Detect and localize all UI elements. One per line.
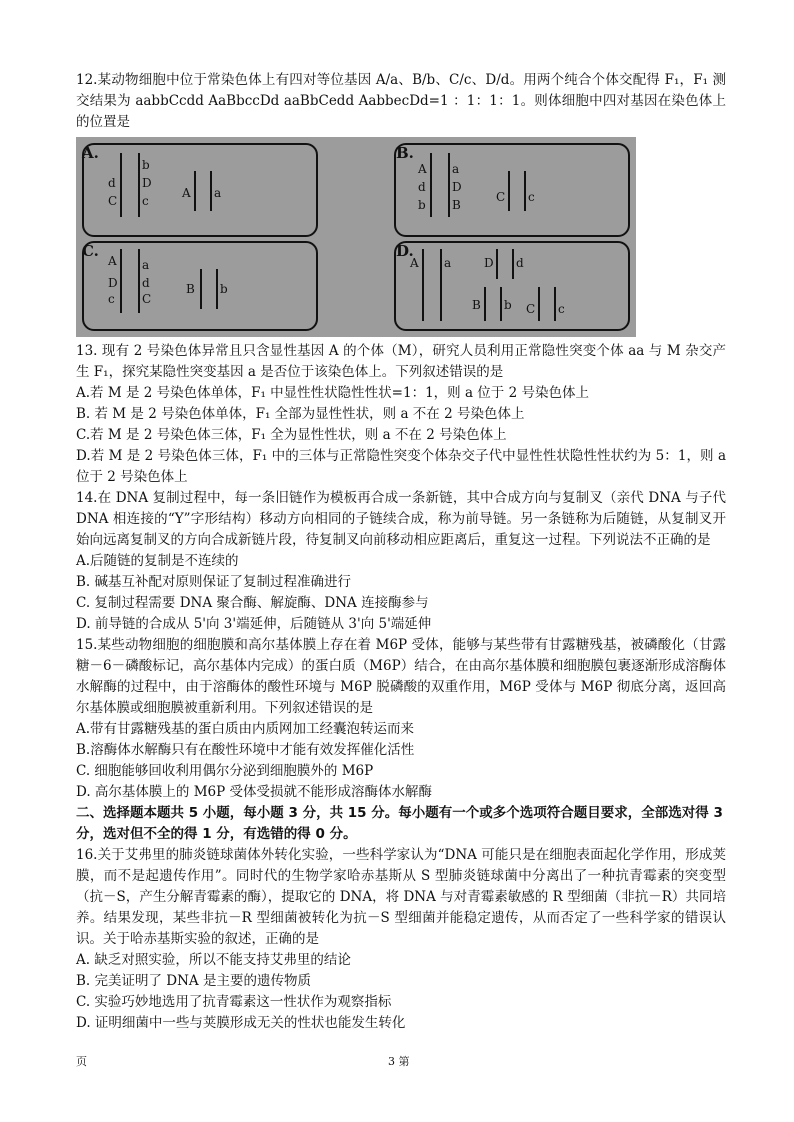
gene-label: D	[484, 256, 494, 270]
chromosome	[512, 249, 514, 279]
chromosome-figure	[76, 137, 636, 337]
question-14-text: 14.在 DNA 复制过程中，每一条旧链作为模板再合成一条新链，其中合成方向与复制叉（亲代 DNA 与子代 DNA 相连接的“Y”字形结构）移动方向相同的子链续合成，称为前导链。另一条链称为后随链，从复制叉开始向远离复制叉的方向合成新链片段，待复制叉向前移动相应距离后，重复这一过程。下列说法不正确的是	[76, 490, 726, 548]
question-12	[76, 70, 726, 133]
question-12-text: 12.某动物细胞中位于常染色体上有四对等位基因 A/a、B/b、C/c、D/d。用两个纯合个体交配得 F₁，F₁ 测交结果为 aabbCcdd AaBbccDd aaBbCedd AabbecDd=1 ：1：1：1。则体细胞中四对基因在染色体上的位置是	[76, 72, 726, 130]
gene-label: A	[182, 186, 191, 200]
chromosome	[538, 287, 540, 321]
page-content	[76, 70, 726, 1034]
panel-b-label: B.	[396, 144, 414, 162]
gene-label: D	[142, 176, 152, 190]
gene-label: c	[108, 292, 115, 306]
option-c: C. 实验巧妙地选用了抗青霉素这一性状作为观察指标	[76, 994, 392, 1010]
gene-label: a	[142, 258, 150, 272]
chromosome	[524, 171, 526, 211]
gene-label: B	[452, 198, 461, 212]
gene-label: d	[108, 176, 116, 190]
gene-label: A	[418, 162, 427, 176]
question-15	[76, 635, 726, 803]
chromosome	[210, 171, 212, 211]
chromosome	[120, 249, 122, 313]
question-14	[76, 488, 726, 635]
question-16-text: 16.关于艾弗里的肺炎链球菌体外转化实验，一些科学家认为“DNA 可能只是在细胞表面起化学作用，形成荚膜，而不是起遗传作用”。同时代的生物学家哈赤基斯从 S 型肺炎链球菌中分离出了一种抗青霉素的突变型（抗－S，产生分解青霉素的酶），提取它的 DNA，将 DNA 与对青霉素敏感的 R 型细菌（非抗－R）共同培养。结果发现，某些非抗－R 型细菌被转化为抗－S 型细菌并能稳定遗传，从而否定了一些科学家的错误认识。关于哈赤基斯实验的叙述，正确的是	[76, 847, 726, 947]
gene-label: C	[142, 292, 152, 306]
question-15-text: 15.某些动物细胞的细胞膜和高尔基体膜上存在着 M6P 受体，能够与某些带有甘露糖残基，被磷酸化（甘露糖－6－磷酸标记，高尔基体内完成）的蛋白质（M6P）结合，在由高尔基体膜和细胞膜包裹逐渐形成溶酶体水解酶的过程中，由于溶酶体的酸性环境与 M6P 脱磷酸的双重作用，M6P 受体与 M6P 彻底分离，返回高尔基体膜或细胞膜被重新利用。下列叙述错误的是	[76, 637, 726, 716]
chromosome	[138, 249, 140, 313]
option-c: C. 细胞能够回收利用偶尔分泌到细胞膜外的 M6P	[76, 763, 374, 779]
gene-label: b	[504, 298, 512, 312]
gene-label: a	[214, 186, 222, 200]
option-a: A. 缺乏对照实验，所以不能支持艾弗里的结论	[76, 952, 351, 968]
option-b: B. 若 M 是 2 号染色体单体，F₁ 全部为显性性状，则 a 不在 2 号染色体上	[76, 406, 525, 422]
chromosome	[216, 269, 218, 309]
chromosome	[138, 153, 140, 217]
option-a: A.若 M 是 2 号染色体单体，F₁ 中显性性状隐性性状=1：1，则 a 位于 2 号染色体上	[76, 385, 589, 401]
option-a: A.带有甘露糖残基的蛋白质由内质网加工经囊泡转运而来	[76, 721, 415, 737]
gene-label: A	[410, 256, 419, 270]
panel-c-label: C.	[82, 242, 99, 260]
chromosome	[508, 171, 510, 211]
chromosome	[554, 287, 556, 321]
option-d: D.若 M 是 2 号染色体三体，F₁ 中的三体与正常隐性突变个体杂交子代中显性性状隐性性状约为 5：1，则 a 位于 2 号染色体上	[76, 448, 726, 485]
gene-label: b	[220, 282, 228, 296]
gene-label: c	[528, 190, 535, 204]
chromosome	[422, 249, 424, 321]
chromosome	[194, 171, 196, 211]
gene-label: d	[516, 256, 524, 270]
gene-label: A	[108, 254, 117, 268]
question-13	[76, 341, 726, 488]
option-b: B.溶酶体水解酶只有在酸性环境中才能有效发挥催化活性	[76, 742, 415, 758]
gene-label: C	[526, 302, 536, 316]
option-c: C.若 M 是 2 号染色体三体，F₁ 全为显性性状，则 a 不在 2 号染色体上	[76, 427, 507, 443]
panel-a-label: A.	[82, 144, 99, 162]
gene-label: b	[418, 198, 426, 212]
gene-label: B	[186, 282, 195, 296]
gene-label: d	[418, 180, 426, 194]
option-d: D. 前导链的合成从 5'向 3'端延伸，后随链从 3'向 5'端延伸	[76, 616, 432, 632]
question-13-text: 13. 现有 2 号染色体异常且只含显性基因 A 的个体（M），研究人员利用正常隐性突变个体 aa 与 M 杂交产生 F₁，探究某隐性突变基因 a 是否位于该染色体上。下列叙述错误的是	[76, 343, 726, 380]
option-d: D. 高尔基体膜上的 M6P 受体受损就不能形成溶酶体水解酶	[76, 784, 433, 800]
footer-left: 页	[76, 1055, 87, 1068]
chromosome	[496, 249, 498, 279]
chromosome	[448, 153, 450, 217]
panel-d-label: D.	[396, 242, 414, 260]
option-a: A.后随链的复制是不连续的	[76, 553, 239, 569]
gene-label: D	[452, 180, 462, 194]
chromosome	[200, 269, 202, 309]
option-b: B. 碱基互补配对原则保证了复制过程准确进行	[76, 574, 352, 590]
chromosome	[500, 287, 502, 321]
chromosome	[120, 153, 122, 217]
chromosome	[484, 287, 486, 321]
gene-label: b	[142, 158, 150, 172]
gene-label: a	[452, 162, 460, 176]
gene-label: C	[108, 194, 118, 208]
cell-a	[82, 143, 318, 237]
option-d: D. 证明细菌中一些与荚膜形成无关的性状也能发生转化	[76, 1015, 406, 1031]
option-b: B. 完美证明了 DNA 是主要的遗传物质	[76, 973, 311, 989]
section-2-heading: 二、选择题本题共 5 小题，每小题 3 分，共 15 分。每小题有一个或多个选项符合题目要求，全部选对得 3 分，选对但不全的得 1 分，有选错的得 0 分。	[76, 805, 723, 842]
gene-label: C	[496, 190, 506, 204]
chromosome	[430, 153, 432, 217]
gene-label: B	[472, 298, 481, 312]
page-number: 3 第	[388, 1055, 410, 1068]
chromosome	[440, 249, 442, 321]
gene-label: c	[558, 302, 565, 316]
gene-label: D	[108, 276, 118, 290]
gene-label: d	[142, 276, 150, 290]
question-16	[76, 845, 726, 1034]
option-c: C. 复制过程需要 DNA 聚合酶、解旋酶、DNA 连接酶参与	[76, 595, 429, 611]
gene-label: c	[142, 194, 149, 208]
gene-label: a	[444, 256, 452, 270]
